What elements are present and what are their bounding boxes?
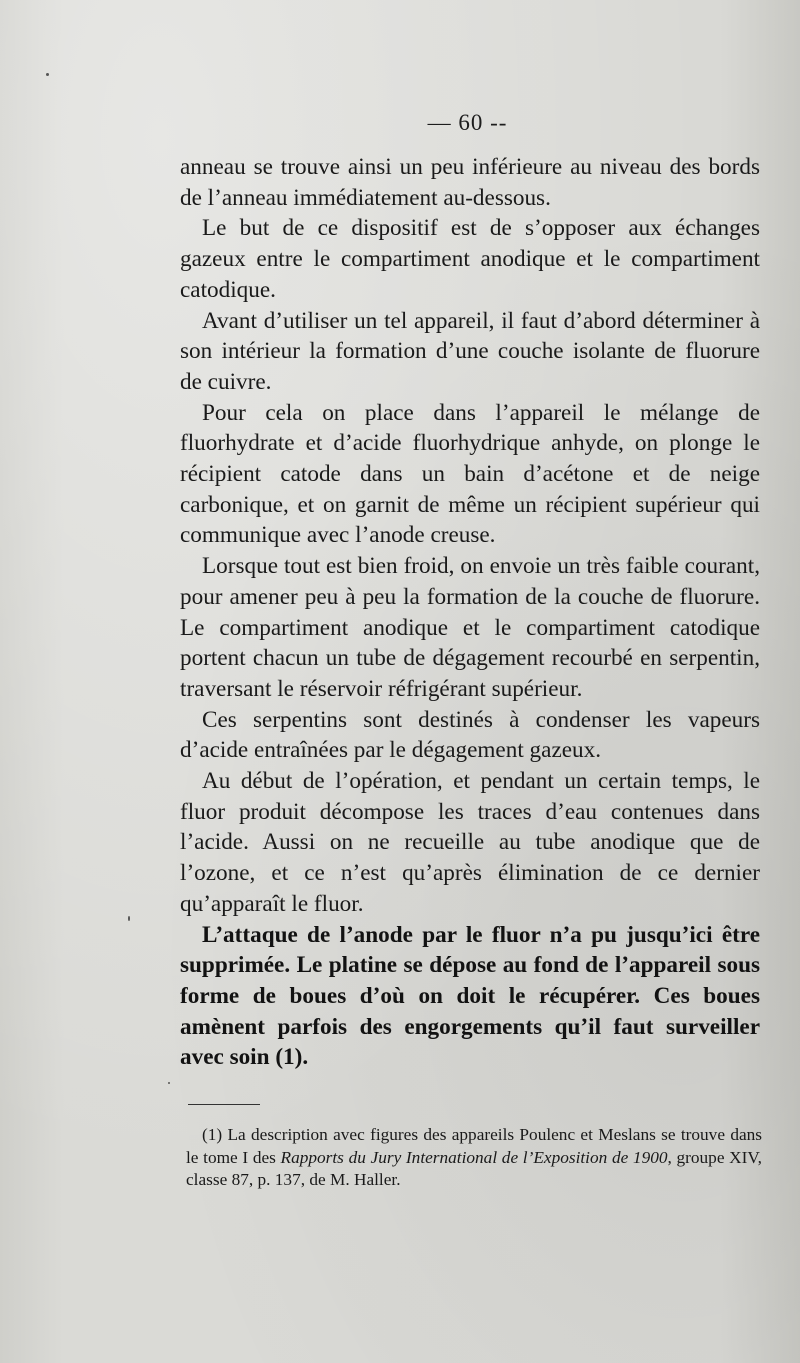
paragraph: Ces serpentins sont destinés à condenser les vapeurs d’acide entraînées par le dégagement gazeux.: [180, 706, 760, 764]
footnote-rule: [188, 1104, 260, 1105]
paragraph: Avant d’utiliser un tel appareil, il faut d’abord déterminer à son intérieur la formation d’une couche isolante de fluorure de cuivre.: [180, 307, 760, 395]
body-text: [180, 152, 760, 1073]
paragraph: Au début de l’opération, et pendant un certain temps, le fluor produit décompose les traces d’eau contenues dans l’acide. Aussi on ne recueille au tube anodique que de l’ozone, et ce n’est qu’après élimination de ce dernier qu’apparaît le fluor.: [180, 768, 760, 917]
paragraph: Pour cela on place dans l’appareil le mélange de fluorhydrate et d’acide fluorhydrique anhyde, on plonge le récipient catode dans un bain d’acétone et de neige carbonique, et on garnit de même un récipient supérieur qui communique avec l’anode creuse.: [180, 399, 760, 549]
footnote-text-end: , groupe XIV, classe 87, p. 137, de M. Haller.: [186, 1147, 762, 1190]
ink-speck: [46, 73, 49, 76]
page-number: — 60 --: [427, 110, 508, 135]
footnote-text: (1) La description avec figures des appareils Poulenc et Meslans se trouve dans le tome I des: [186, 1125, 762, 1167]
footnote: [186, 1124, 762, 1192]
ink-speck: [168, 1082, 170, 1084]
paragraph: Lorsque tout est bien froid, on envoie un très faible courant, pour amener peu à peu la formation de la couche de fluorure. Le compartiment anodique et le compartiment catodique portent chacun un tube de dégagement recourbé en serpentin, traversant le réservoir réfrigérant supérieur.: [180, 553, 760, 702]
paragraph: anneau se trouve ainsi un peu inférieure au niveau des bords de l’anneau immédiatement au-dessous.: [180, 154, 760, 211]
paragraph-bold: L’attaque de l’anode par le fluor n’a pu jusqu’ici être supprimée. Le platine se dépose au fond de l’appareil sous forme de boues d’où on doit le récupérer. Ces boues amènent parfois des engorgements qu’il faut surveiller avec soin (1).: [180, 921, 760, 1071]
footnote-italic-title: Rapports du Jury International de l’Exposition de 1900: [280, 1147, 668, 1167]
paragraph: Le but de ce dispositif est de s’opposer aux échanges gazeux entre le compartiment anodique et le compartiment catodique.: [180, 215, 760, 303]
ink-speck: [128, 916, 130, 921]
